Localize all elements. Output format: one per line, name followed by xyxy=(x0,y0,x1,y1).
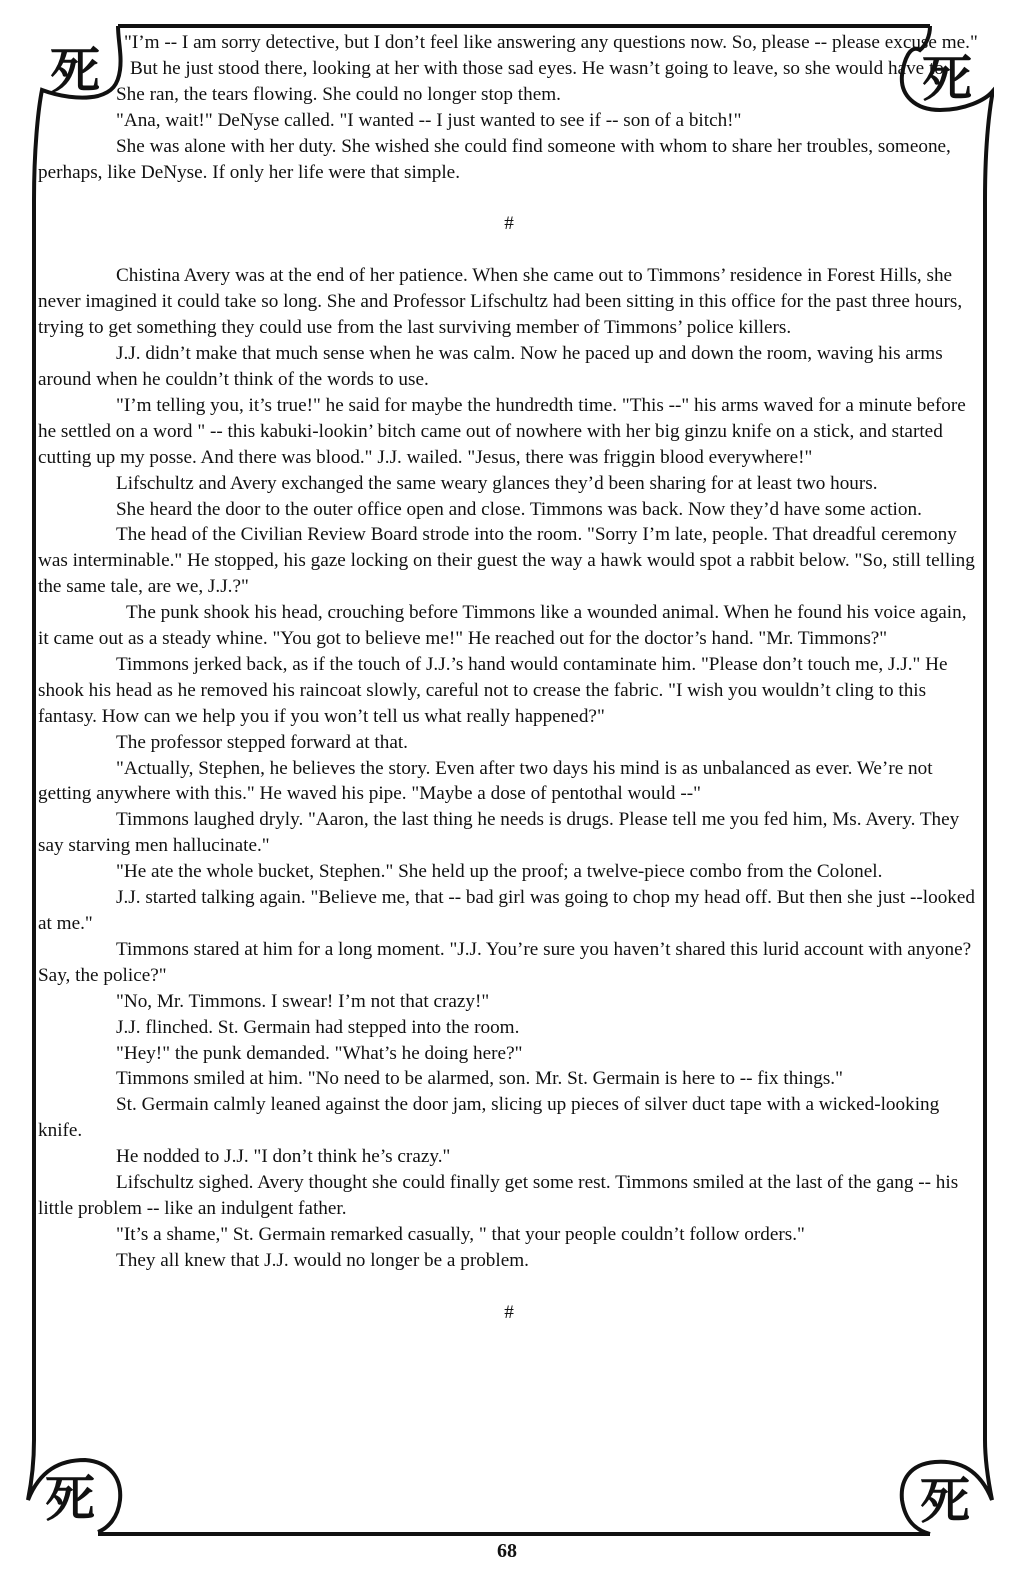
paragraph: She ran, the tears flowing. She could no longer stop them. xyxy=(116,83,561,105)
death-kanji-icon: 死 xyxy=(45,1469,95,1528)
paragraph: "Hey!" the punk demanded. "What’s he doing here?" xyxy=(116,1042,523,1064)
paragraph: J.J. flinched. St. Germain had stepped into the room. xyxy=(116,1016,520,1038)
death-kanji-icon: 死 xyxy=(50,41,100,100)
death-kanji-icon: 死 xyxy=(922,49,972,108)
paragraph: But he just stood there, looking at her with those sad eyes. He wasn’t going to leave, so she would have to. xyxy=(130,57,949,79)
paragraph: "Actually, Stephen, he believes the story. Even after two days his mind is as unbalanced as ever. We’re not getting anywhere with this." He waved his pipe. "Maybe a dose of pentothal would --" xyxy=(38,757,933,805)
paragraph: "No, Mr. Timmons. I swear! I’m not that crazy!" xyxy=(116,990,490,1012)
paragraph: The head of the Civilian Review Board strode into the room. "Sorry I’m late, people. That dreadful ceremony was interminable." He stopped, his gaze locking on their guest the way a hawk would spot a rabbit below. "So, still telling the same tale, are we, J.J.?" xyxy=(38,524,975,598)
paragraph: Timmons smiled at him. "No need to be alarmed, son. Mr. St. Germain is here to -- fix things." xyxy=(116,1068,843,1090)
paragraph: "It’s a shame," St. Germain remarked casually, " that your people couldn’t follow orders." xyxy=(116,1223,805,1245)
story-text xyxy=(38,30,980,1326)
paragraph: "I’m -- I am sorry detective, but I don’t feel like answering any questions now. So, please -- please excuse me." xyxy=(124,32,978,53)
paragraph: Timmons jerked back, as if the touch of J.J.’s hand would contaminate him. "Please don’t touch me, J.J." He shook his head as he removed his raincoat slowly, careful not to crease the fabric. "I wish you wouldn’t cling to this fantasy. How can we help you if you won’t tell us what really happened?" xyxy=(38,653,948,727)
paragraph: She heard the door to the outer office open and close. Timmons was back. Now they’d have some action. xyxy=(116,498,922,520)
section-separator: # xyxy=(504,1301,514,1323)
paragraph: "Ana, wait!" DeNyse called. "I wanted -- I just wanted to see if -- son of a bitch!" xyxy=(116,109,742,131)
paragraph: He nodded to J.J. "I don’t think he’s crazy." xyxy=(116,1146,451,1168)
paragraph: Timmons stared at him for a long moment. "J.J. You’re sure you haven’t shared this lurid account with anyone? Say, the police?" xyxy=(38,938,972,986)
paragraph: The punk shook his head, crouching before Timmons like a wounded animal. When he found his voice again, it came out as a steady whine. "You got to believe me!" He reached out for the doctor’s hand. "Mr. Timmons?" xyxy=(38,602,967,650)
paragraph: The professor stepped forward at that. xyxy=(116,731,408,753)
paragraph: J.J. started talking again. "Believe me, that -- bad girl was going to chop my head off. But then she just --looked at me." xyxy=(38,887,976,934)
paragraph: Chistina Avery was at the end of her patience. When she came out to Timmons’ residence in Forest Hills, she never imagined it could take so long. She and Professor Lifschultz had been sitting in this office for the past three hours, trying to get something they could use from the last surviving member of Timmons’ police killers. xyxy=(38,265,963,339)
death-kanji-icon: 死 xyxy=(920,1471,970,1530)
paragraph: "I’m telling you, it’s true!" he said for maybe the hundredth time. "This --" his arms waved for a minute before he settled on a word " -- this kabuki-lookin’ bitch came out of nowhere with her big ginzu knife on a stick, and started cutting up my posse. And there was blood." J.J. wailed. "Jesus, there was friggin blood everywhere!" xyxy=(38,394,966,468)
paragraph: They all knew that J.J. would no longer be a problem. xyxy=(116,1249,529,1271)
paragraph: St. Germain calmly leaned against the door jam, slicing up pieces of silver duct tape with a wicked-looking knife. xyxy=(38,1094,940,1142)
paragraph: J.J. didn’t make that much sense when he was calm. Now he paced up and down the room, waving his arms around when he couldn’t think of the words to use. xyxy=(38,343,943,390)
paragraph: "He ate the whole bucket, Stephen." She held up the proof; a twelve-piece combo from the Colonel. xyxy=(116,861,883,883)
paragraph: She was alone with her duty. She wished she could find someone with whom to share her troubles, someone, perhaps, like DeNyse. If only her life were that simple. xyxy=(38,135,951,183)
paragraph: Lifschultz sighed. Avery thought she could finally get some rest. Timmons smiled at the last of the gang -- his little problem -- like an indulgent father. xyxy=(38,1172,959,1219)
page-number: 68 xyxy=(497,1540,517,1562)
paragraph: Timmons laughed dryly. "Aaron, the last thing he needs is drugs. Please tell me you fed him, Ms. Avery. They say starving men hallucinate." xyxy=(38,809,960,857)
section-separator: # xyxy=(504,213,514,235)
paragraph: Lifschultz and Avery exchanged the same weary glances they’d been sharing for at least two hours. xyxy=(116,472,878,494)
